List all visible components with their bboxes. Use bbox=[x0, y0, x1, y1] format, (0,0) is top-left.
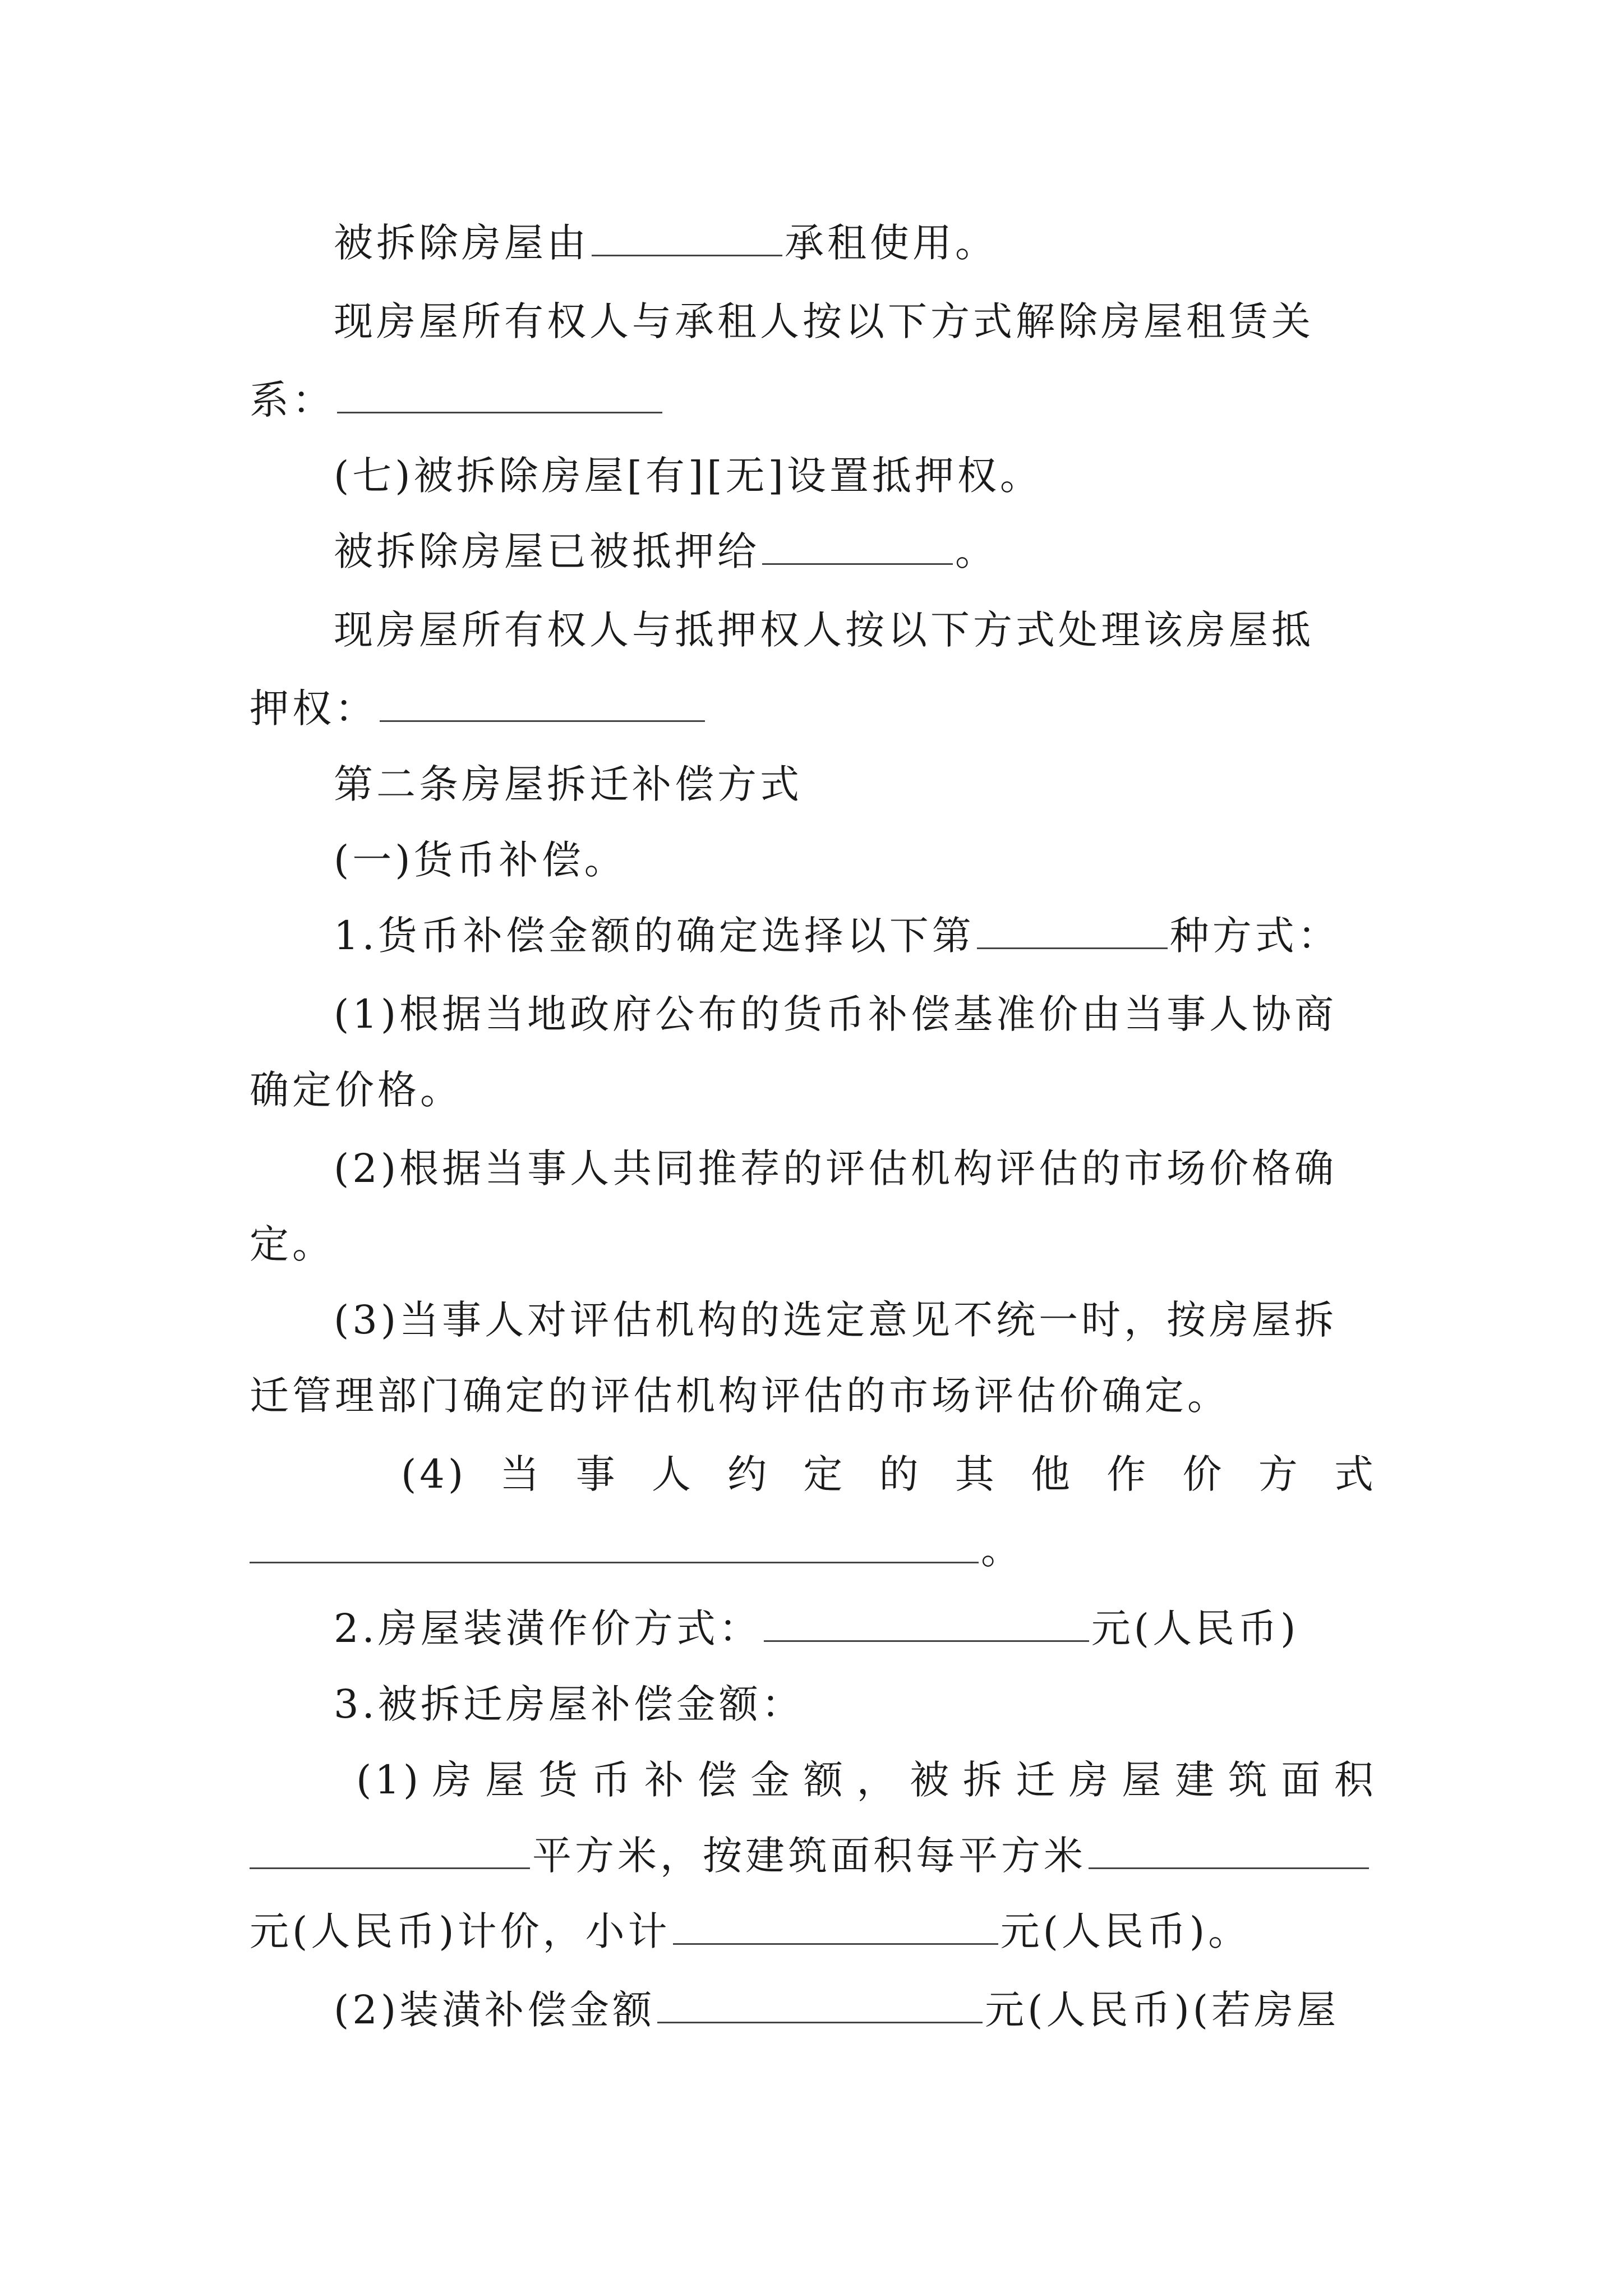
word: 定 bbox=[803, 1451, 846, 1497]
line-text: 被拆除房屋由 bbox=[334, 220, 589, 266]
word: 房 bbox=[1068, 1757, 1112, 1803]
line-text: 元(人民币)(若房屋 bbox=[985, 1987, 1340, 2033]
line-text: (3)当事人对评估机构的选定意见不统一时，按房屋拆 bbox=[334, 1297, 1338, 1343]
text-line bbox=[334, 1602, 1461, 1655]
blank-field bbox=[1089, 1834, 1369, 1869]
word: 金 bbox=[750, 1757, 794, 1803]
blank-field bbox=[380, 687, 705, 722]
word: ， bbox=[856, 1757, 900, 1803]
text-line bbox=[334, 1983, 1461, 2037]
justified-line bbox=[401, 1447, 1377, 1501]
line-text: 平方米，按建筑面积每平方米 bbox=[532, 1833, 1086, 1879]
word: 面 bbox=[1281, 1757, 1324, 1803]
line-text: 3.被拆迁房屋补偿金额： bbox=[334, 1681, 804, 1727]
text-line bbox=[334, 524, 1461, 578]
text-line bbox=[250, 1217, 1377, 1271]
word: 货 bbox=[538, 1757, 581, 1803]
word: 币 bbox=[591, 1757, 634, 1803]
word: 拆 bbox=[962, 1757, 1006, 1803]
text-line bbox=[334, 1293, 1461, 1347]
word: 式 bbox=[1334, 1451, 1377, 1497]
line-text: 定。 bbox=[250, 1221, 335, 1267]
word: 人 bbox=[651, 1451, 694, 1497]
blank-field bbox=[762, 530, 953, 565]
text-line bbox=[334, 295, 1461, 348]
word: 其 bbox=[955, 1451, 998, 1497]
text-line bbox=[334, 1142, 1461, 1195]
text-line bbox=[334, 987, 1461, 1041]
word: 额 bbox=[803, 1757, 846, 1803]
word: 当 bbox=[500, 1451, 543, 1497]
blank-field bbox=[657, 1988, 983, 2023]
text-line bbox=[334, 603, 1461, 657]
blank-field bbox=[673, 1910, 998, 1945]
text-line bbox=[250, 373, 1377, 427]
word: 补 bbox=[644, 1757, 688, 1803]
word: 方 bbox=[1258, 1451, 1301, 1497]
word: 迁 bbox=[1016, 1757, 1059, 1803]
word: (1) bbox=[356, 1757, 422, 1803]
word: 作 bbox=[1106, 1451, 1150, 1497]
line-text: 。 bbox=[955, 528, 998, 574]
word: 的 bbox=[879, 1451, 922, 1497]
word: 他 bbox=[1031, 1451, 1074, 1497]
text-line bbox=[334, 909, 1461, 963]
line-text: 元(人民币)计价，小计 bbox=[250, 1908, 671, 1954]
line-text: 承租使用。 bbox=[785, 220, 998, 266]
justified-line bbox=[356, 1753, 1377, 1807]
line-text: 押权： bbox=[250, 685, 377, 731]
line-text: 1.货币补偿金额的确定选择以下第 bbox=[334, 913, 975, 959]
line-text: 2.房屋装潢作价方式： bbox=[334, 1605, 762, 1651]
text-line bbox=[334, 833, 1461, 887]
line-text: (2)根据当事人共同推荐的评估机构评估的市场价格确 bbox=[334, 1145, 1338, 1191]
line-text: 确定价格。 bbox=[250, 1067, 463, 1113]
word: 屋 bbox=[485, 1757, 528, 1803]
line-text: 现房屋所有权人与承租人按以下方式解除房屋租赁关 bbox=[334, 298, 1314, 344]
line-text: 元(人民币) bbox=[1091, 1605, 1299, 1651]
line-text: (2)装潢补偿金额 bbox=[334, 1987, 656, 2033]
blank-field bbox=[250, 1834, 530, 1869]
line-text: (一)货币补偿。 bbox=[334, 837, 627, 883]
word: 建 bbox=[1175, 1757, 1218, 1803]
text-line bbox=[250, 682, 1377, 735]
line-text: 被拆除房屋已被抵押给 bbox=[334, 528, 760, 574]
word: 偿 bbox=[697, 1757, 740, 1803]
blank-field bbox=[337, 378, 662, 413]
word: 屋 bbox=[1122, 1757, 1165, 1803]
line-text: 系： bbox=[250, 377, 335, 423]
text-line bbox=[250, 1369, 1377, 1423]
word: (4) bbox=[401, 1451, 467, 1497]
blank-field bbox=[764, 1607, 1089, 1642]
blank-field bbox=[250, 1528, 979, 1563]
section-heading bbox=[334, 757, 1461, 811]
word: 约 bbox=[727, 1451, 771, 1497]
line-text: 迁管理部门确定的评估机构评估的市场评估价确定。 bbox=[250, 1373, 1230, 1419]
line-text: 。 bbox=[981, 1527, 1023, 1573]
line-text: 第二条房屋拆迁补偿方式 bbox=[334, 761, 803, 807]
text-line bbox=[250, 1063, 1377, 1117]
line-text: 现房屋所有权人与抵押权人按以下方式处理该房屋抵 bbox=[334, 607, 1314, 653]
text-line bbox=[334, 449, 1461, 503]
word: 积 bbox=[1334, 1757, 1377, 1803]
word: 事 bbox=[575, 1451, 619, 1497]
text-line bbox=[250, 1904, 1377, 1958]
text-line bbox=[334, 1677, 1461, 1731]
word: 被 bbox=[910, 1757, 953, 1803]
line-text: (七)被拆除房屋[有][无]设置抵押权。 bbox=[334, 453, 1043, 499]
text-line bbox=[250, 1829, 1377, 1883]
line-text: 种方式： bbox=[1169, 913, 1340, 959]
word: 筑 bbox=[1228, 1757, 1271, 1803]
text-line bbox=[334, 216, 1461, 270]
text-line bbox=[250, 1523, 1377, 1577]
blank-field bbox=[977, 914, 1168, 949]
line-text: (1)根据当地政府公布的货币补偿基准价由当事人协商 bbox=[334, 991, 1338, 1037]
blank-field bbox=[592, 221, 782, 256]
word: 价 bbox=[1182, 1451, 1225, 1497]
word: 房 bbox=[432, 1757, 475, 1803]
line-text: 元(人民币)。 bbox=[1000, 1908, 1251, 1954]
